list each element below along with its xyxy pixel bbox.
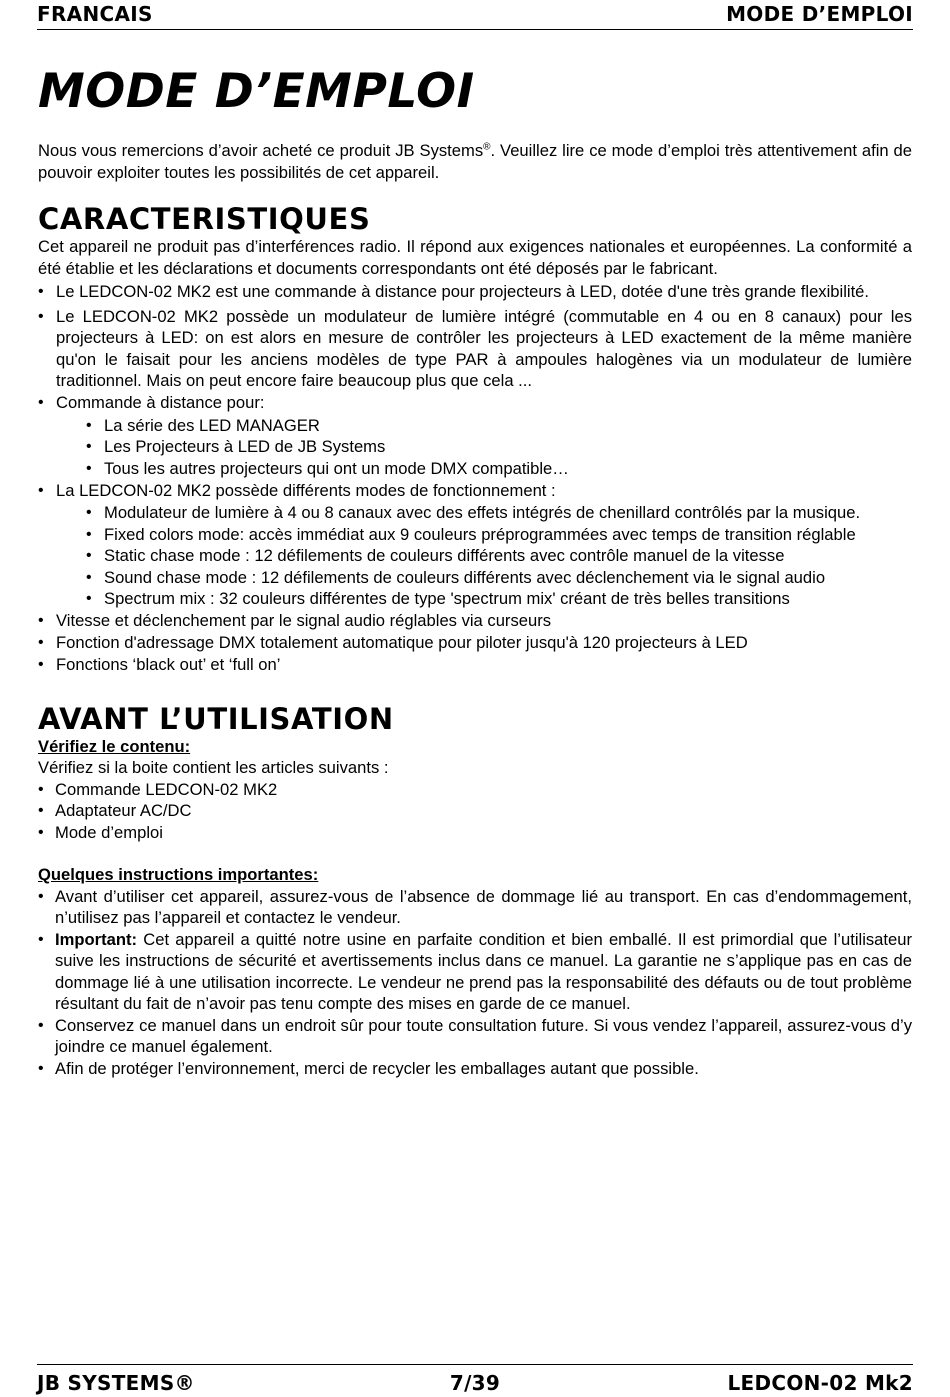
intro-text-end: . Veuillez lire ce mode d’emploi très attentivement afin de pouvoir exploiter toutes les possibilités de cet appareil. (38, 141, 913, 182)
important-label: Important: (55, 929, 138, 949)
page-number: 7/39 (449, 1371, 501, 1395)
features-intro: Cet appareil ne produit pas d’interférences radio. Il répond aux exigences nationales et européennes. La conformité a été établie et les déclarations et documents correspondants ont été déposés par le fabricant. (38, 237, 912, 278)
footer-model: LEDCON-02 Mk2 (727, 1371, 913, 1395)
remote-targets-list (56, 415, 912, 480)
list-item-label: La LEDCON-02 MK2 possède différents modes de fonctionnement : (56, 480, 556, 500)
page-title: MODE D’EMPLOI (38, 64, 475, 119)
features-list (38, 281, 912, 676)
page-header (37, 2, 913, 30)
list-item (38, 480, 912, 610)
modes-list (56, 502, 912, 610)
list-item: • La série des LED MANAGER (86, 415, 912, 437)
features-heading: CARACTERISTIQUES (38, 202, 371, 236)
list-item: • Fonctions ‘black out’ et ‘full on’ (38, 654, 912, 676)
header-doc-title: MODE D’EMPLOI (726, 2, 913, 26)
check-contents-intro: Vérifiez si la boite contient les articles suivants : (38, 758, 389, 777)
list-item: • Le LEDCON-02 MK2 possède un modulateur de lumière intégré (commutable en 4 ou en 8 canaux) pour les projecteurs à LED: on est alors en mesure de contrôler les projecteurs à LED exactement de la même manière qu'on le faisait pour les anciens modèles de type PAR à ampoules halogènes via un modulateur de lumière traditionnel. Mais on peut encore faire beaucoup plus que cela ... (38, 306, 912, 392)
list-item: • Le LEDCON-02 MK2 est une commande à distance pour projecteurs à LED, dotée d'une très grande flexibilité. (38, 281, 912, 303)
list-item: • Vitesse et déclenchement par le signal audio réglables via curseurs (38, 610, 912, 632)
list-item: • Sound chase mode : 12 défilements de couleurs différents avec déclenchement via le signal audio (86, 567, 912, 589)
list-item: • Fonction d'adressage DMX totalement automatique pour piloter jusqu'à 120 projecteurs à LED (38, 632, 912, 654)
list-item: • Spectrum mix : 32 couleurs différentes de type 'spectrum mix' créant de très belles transitions (86, 588, 912, 610)
list-item: • Afin de protéger l’environnement, merci de recycler les emballages autant que possible. (38, 1058, 912, 1080)
list-item: • Tous les autres projecteurs qui ont un mode DMX compatible… (86, 458, 912, 480)
registered-mark: ® (483, 141, 491, 153)
box-contents-list (38, 779, 912, 844)
important-text: Cet appareil a quitté notre usine en parfaite condition et bien emballé. Il est primordial que l’utilisateur suive les instructions de sécurité et avertissements inclus dans ce manuel. La garantie ne s’applique pas en cas de dommage lié à une utilisation incorrecte. Le vendeur ne prend pas la responsabilité des défauts ou de tout problème résultant du fait de n’avoir pas tenu compte des mises en garde de ce manuel. (55, 929, 912, 1013)
list-item: • Les Projecteurs à LED de JB Systems (86, 436, 912, 458)
intro-paragraph (38, 140, 912, 183)
instructions-title: Quelques instructions importantes: (38, 865, 319, 884)
list-item (38, 929, 912, 1015)
instructions-list (38, 886, 912, 1080)
list-item: • Static chase mode : 12 défilements de couleurs différents avec contrôle manuel de la vitesse (86, 545, 912, 567)
list-item: • Conservez ce manuel dans un endroit sûr pour toute consultation future. Si vous vendez l’appareil, assurez-vous d’y joindre ce manuel également. (38, 1015, 912, 1058)
list-item: • Modulateur de lumière à 4 ou 8 canaux avec des effets intégrés de chenillard contrôlés par la musique. (86, 502, 912, 524)
list-item-label: Commande à distance pour: (56, 393, 265, 412)
header-language: FRANCAIS (37, 2, 153, 26)
intro-text-start: Nous vous remercions d’avoir acheté ce produit JB Systems (38, 141, 484, 160)
list-item: • Avant d’utiliser cet appareil, assurez-vous de l’absence de dommage lié au transport. En cas d’endommagement, n’utilisez pas l’appareil et contactez le vendeur. (38, 886, 912, 929)
check-contents-title: Vérifiez le contenu: (38, 736, 191, 756)
list-item: • Mode d’emploi (38, 822, 912, 844)
page-content (38, 62, 912, 1079)
page-footer (37, 1364, 913, 1395)
list-item: • Fixed colors mode: accès immédiat aux 9 couleurs préprogrammées avec temps de transition réglable (86, 524, 912, 546)
footer-brand: JB SYSTEMS® (37, 1371, 195, 1395)
list-item: • Commande LEDCON-02 MK2 (38, 779, 912, 801)
list-item: • Adaptateur AC/DC (38, 800, 912, 822)
before-use-heading: AVANT L’UTILISATION (38, 701, 394, 736)
list-item (38, 392, 912, 479)
